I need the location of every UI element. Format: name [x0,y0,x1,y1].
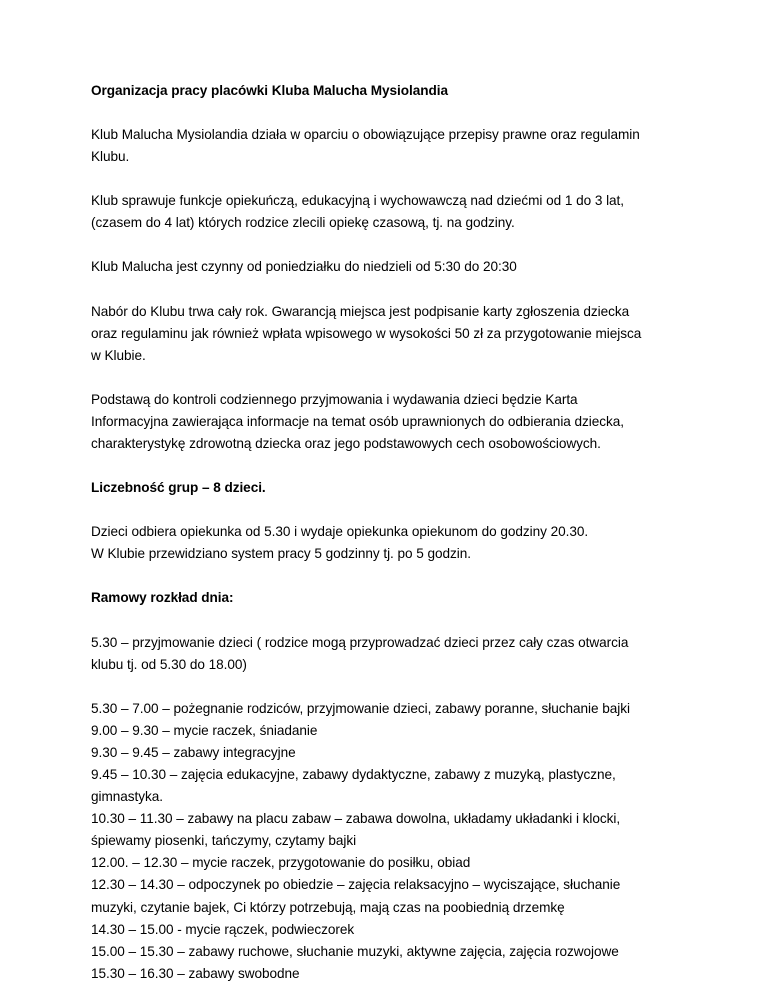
document-body [91,80,681,1007]
schedule-line: 9.45 – 10.30 – zajęcia edukacyjne, zabawy dydaktyczne, zabawy z muzyką, plastyczne, [91,766,616,782]
group-size-heading [91,477,681,499]
paragraph-line: Klub Malucha jest czynny od poniedziałku do niedzieli od 5:30 do 20:30 [91,259,517,275]
schedule-line: 10.30 – 11.30 – zabawy na placu zabaw – zabawa dowolna, układamy układanki i klocki, [91,811,621,827]
schedule-line: 12.30 – 14.30 – odpoczynek po obiedzie – zajęcia relaksacyjno – wyciszające, słuchanie [91,877,621,893]
control-card-paragraph [91,389,681,455]
schedule-line: 15.30 – 16.30 – zabawy swobodne [91,965,300,981]
group-size-heading-text: Liczebność grup – 8 dzieci. [91,480,266,496]
schedule-line: 5.30 – 7.00 – pożegnanie rodziców, przyjmowanie dzieci, zabawy poranne, słuchanie bajki [91,700,630,716]
document-title-text: Organizacja pracy placówki Kluba Malucha Mysiolandia [91,83,448,98]
paragraph-line: W Klubie przewidziano system pracy 5 godzinny tj. po 5 godzin. [91,546,471,562]
schedule-line: 12.00. – 12.30 – mycie raczek, przygotowanie do posiłku, obiad [91,855,471,871]
paragraph-line: Klub Malucha Mysiolandia działa w oparciu o obowiązujące przepisy prawne oraz regulamin [91,127,640,143]
paragraph-line: Dzieci odbiera opiekunka od 5.30 i wydaje opiekunka opiekunom do godziny 20.30. [91,524,589,540]
functions-paragraph [91,190,681,234]
schedule-line: 9.30 – 9.45 – zabawy integracyjne [91,744,296,760]
schedule-line: muzyki, czytanie bajek, Ci którzy potrzebują, mają czas na poobiednią drzemkę [91,899,565,915]
paragraph-line: Klubu. [91,149,130,165]
schedule-line: gimnastyka. [91,789,163,805]
schedule-line: 15.00 – 15.30 – zabawy ruchowe, słuchanie muzyki, aktywne zajęcia, zajęcia rozwojowe [91,943,619,959]
paragraph-line: (czasem do 4 lat) których rodzice zlecili opiekę czasową, tj. na godziny. [91,215,515,231]
paragraph-line: Podstawą do kontroli codziennego przyjmowania i wydawania dzieci będzie Karta [91,391,578,407]
paragraph-line: charakterystykę zdrowotną dziecka oraz jego podstawowych cech osobowościowych. [91,436,601,452]
paragraph-line: 5.30 – przyjmowanie dzieci ( rodzice mogą przyprowadzać dzieci przez cały czas otwarcia [91,634,629,650]
intro-paragraph [91,124,681,168]
schedule-heading [91,587,681,609]
schedule-list [91,698,681,985]
paragraph-line: Informacyjna zawierająca informacje na temat osób uprawnionych do odbierania dziecka, [91,413,624,429]
enrollment-paragraph [91,301,681,367]
schedule-line: 14.30 – 15.00 - mycie rączek, podwieczorek [91,921,355,937]
pickup-paragraph [91,521,681,565]
paragraph-line: Klub sprawuje funkcje opiekuńczą, edukacyjną i wychowawczą nad dziećmi od 1 do 3 lat, [91,193,625,209]
schedule-line: śpiewamy piosenki, tańczymy, czytamy bajki [91,833,357,849]
paragraph-line: oraz regulaminu jak również wpłata wpisowego w wysokości 50 zł za przygotowanie miejsca [91,325,642,341]
schedule-line: 9.00 – 9.30 – mycie raczek, śniadanie [91,722,318,738]
document-title [91,80,681,102]
schedule-heading-text: Ramowy rozkład dnia: [91,590,234,606]
paragraph-line: klubu tj. od 5.30 do 18.00) [91,656,247,672]
paragraph-line: Nabór do Klubu trwa cały rok. Gwarancją miejsca jest podpisanie karty zgłoszenia dziecka [91,303,630,319]
arrival-paragraph [91,632,681,676]
paragraph-line: w Klubie. [91,347,146,363]
opening-hours-paragraph [91,256,681,278]
